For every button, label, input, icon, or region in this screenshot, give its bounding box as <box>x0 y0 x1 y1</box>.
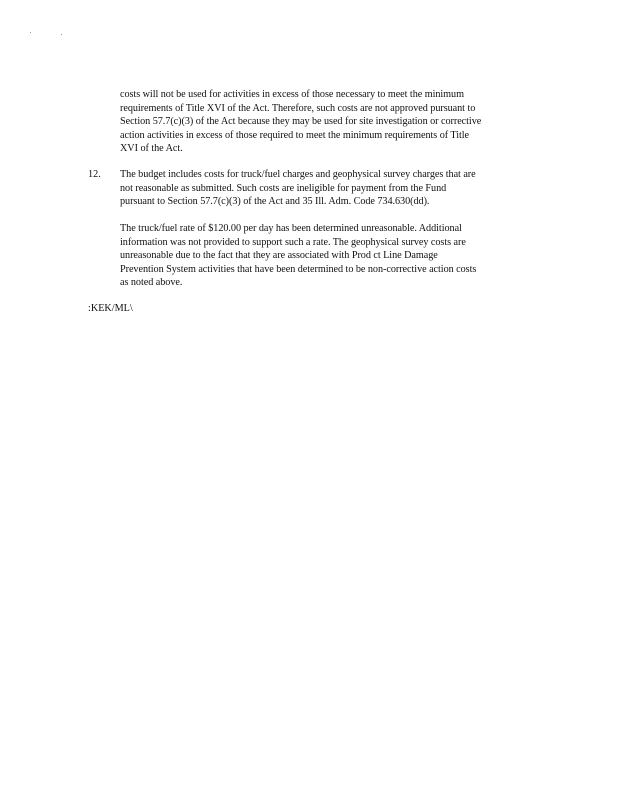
scan-speck <box>30 32 31 33</box>
paragraph-line: information was not provided to support such a rate. The geophysical survey costs are <box>120 236 466 248</box>
scan-speck <box>61 34 62 35</box>
paragraph-line: Prevention System activities that have been determined to be non-corrective action costs <box>120 263 477 275</box>
item-number: 12. <box>88 169 101 180</box>
paragraph-line: as noted above. <box>120 277 183 289</box>
paragraph-line: action activities in excess of those required to meet the minimum requirements of Title <box>120 129 470 141</box>
continuation-paragraph <box>120 88 550 156</box>
paragraph-line: Section 57.7(c)(3) of the Act because they may be used for site investigation or corrective <box>120 116 482 128</box>
paragraph-line: The truck/fuel rate of $120.00 per day has been determined unreasonable. Additional <box>120 223 462 234</box>
scan-specks <box>30 30 70 36</box>
paragraph-line: XVI of the Act. <box>120 143 183 155</box>
paragraph-line: The budget includes costs for truck/fuel charges and geophysical survey charges that are <box>120 169 476 180</box>
author-initials: :KEK/ML\ <box>88 303 133 314</box>
paragraph-line: not reasonable as submitted. Such costs are ineligible for payment from the Fund <box>120 182 447 194</box>
paragraph-line: unreasonable due to the fact that they are associated with Prod ct Line Damage <box>120 250 438 262</box>
item-paragraph-2 <box>120 222 550 290</box>
item-paragraph-1 <box>120 168 550 209</box>
paragraph-line: requirements of Title XVI of the Act. Therefore, such costs are not approved pursuant to <box>120 102 476 114</box>
paragraph-line: costs will not be used for activities in excess of those necessary to meet the minimum <box>120 89 464 100</box>
paragraph-line: pursuant to Section 57.7(c)(3) of the Act and 35 Ill. Adm. Code 734.630(dd). <box>120 196 430 208</box>
